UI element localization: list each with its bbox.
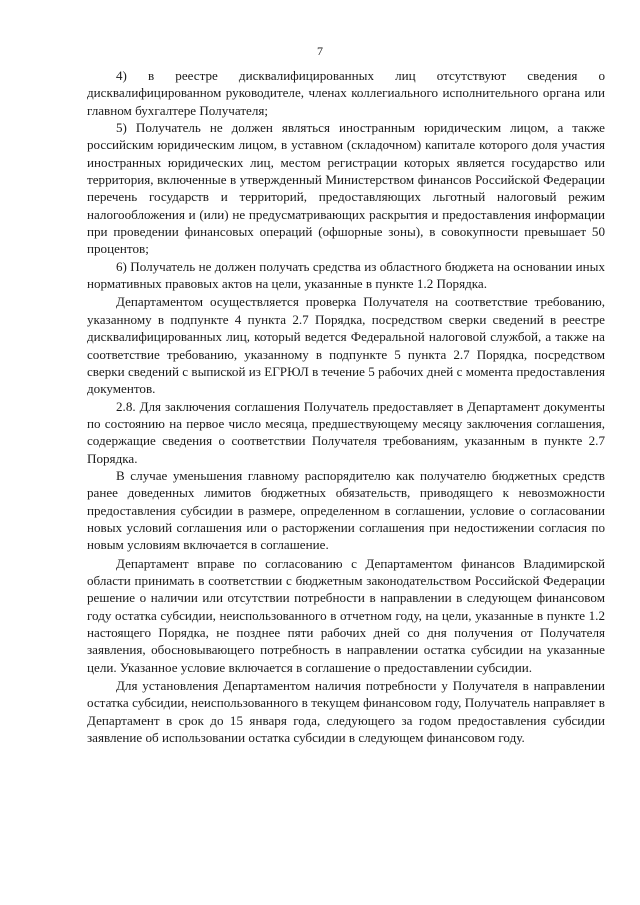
paragraph-department-rights: Департамент вправе по согласованию с Департаментом финансов Владимирской области принимать в соответствии с бюджетным законодательством Российской Федерации решение о наличии или отсутствии потребности в направлении в следующем финансовом году остатка субсидии, неиспользованного в отчетном году, на цели, указанные в пункте 1.2 настоящего Порядка, не позднее пяти рабочих дней со дня получения от Получателя заявления, обосновывающего потребность в направлении остатка субсидии на указанные цели. Указанное условие включается в соглашение о предоставлении субсидии. xyxy=(87,555,605,675)
paragraph-limits-reduction: В случае уменьшения главному распорядителю как получателю бюджетных средств ранее доведенных лимитов бюджетных обязательств, приводящего к невозможности предоставления субсидии в размере, определенном в соглашении, условие о согласовании новых условий соглашения или о расторжении соглашения при недостижении согласия по новым условиям включается в соглашение. xyxy=(87,467,605,553)
paragraph-2-8: 2.8. Для заключения соглашения Получатель предоставляет в Департамент документы по состоянию на первое число месяца, предшествующему месяцу заключения соглашения, содержащие сведения о соответствии Получателя требованиям, указанным в пункте 2.7 Порядка. xyxy=(87,398,605,466)
page-number: 7 xyxy=(317,44,323,58)
paragraph-item-5: 5) Получатель не должен являться иностранным юридическим лицом, а также российским юридическим лицом, в уставном (складочном) капитале которого доля участия иностранных юридических лиц, местом регистрации которых является государство или территория, включенные в утвержденный Министерством финансов Российской Федерации перечень государств и территорий, предоставляющих льготный налоговый режим налогообложения и (или) не предусматривающих раскрытия и предоставления информации при проведении финансовых операций (офшорные зоны), в совокупности превышает 50 процентов; xyxy=(87,120,605,257)
paragraph-remaining-subsidy: Для установления Департаментом наличия потребности у Получателя в направлении остатка субсидии, неиспользованного в текущем финансовом году, Получатель направляет в Департамент в срок до 15 января года, следующего за годом предоставления субсидии заявление об использовании остатка субсидии в следующем финансовом году. xyxy=(87,678,605,746)
document-body xyxy=(87,67,605,746)
paragraph-verification: Департаментом осуществляется проверка Получателя на соответствие требованию, указанному в подпункте 4 пункта 2.7 Порядка, посредством сверки сведений в реестре дисквалифицированных лиц, который ведется Федеральной налоговой службой, а также на соответствие требованию, указанному в подпункте 5 пункта 2.7 Порядка, посредством сверки сведений с выпиской из ЕГРЮЛ в течение 5 рабочих дней с момента предоставления документов. xyxy=(87,294,605,397)
paragraph-item-4: 4) в реестре дисквалифицированных лиц отсутствуют сведения о дисквалифицированном руководителе, членах коллегиального исполнительного органа или главном бухгалтере Получателя; xyxy=(87,68,605,118)
paragraph-item-6: 6) Получатель не должен получать средства из областного бюджета на основании иных нормативных правовых актов на цели, указанные в пункте 1.2 Порядка. xyxy=(87,258,605,292)
